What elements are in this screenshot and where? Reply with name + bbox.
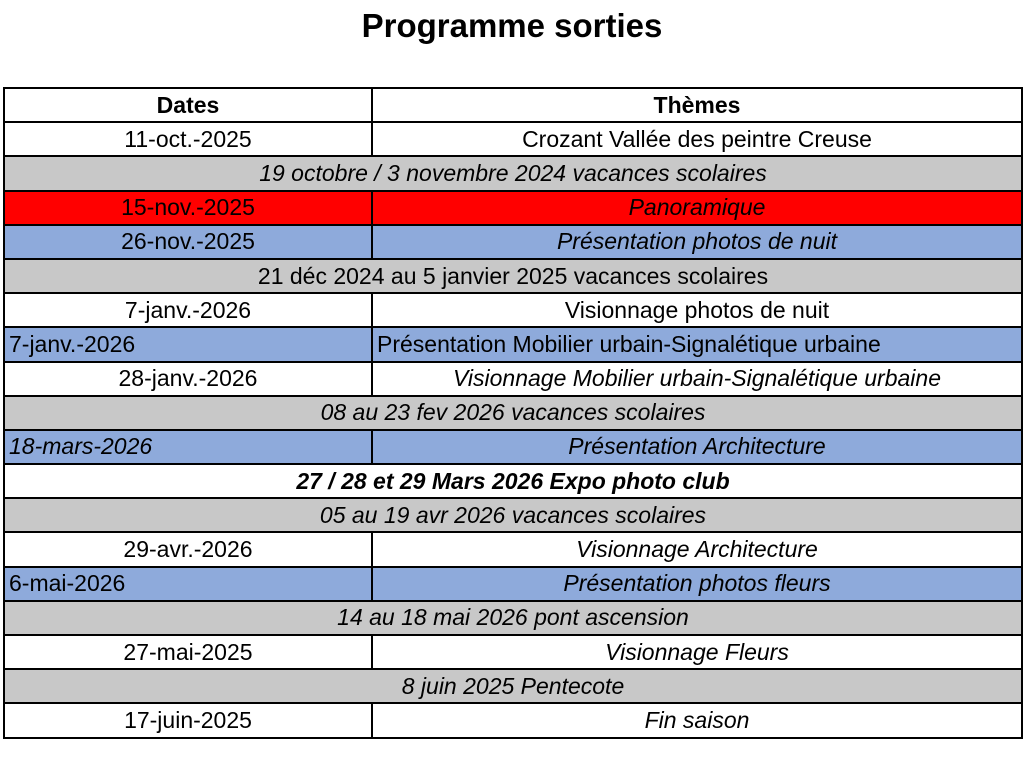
table-row: [4, 362, 1022, 396]
holiday-cell: 08 au 23 fev 2026 vacances scolaires: [4, 396, 1022, 430]
event-row: [4, 464, 1022, 498]
table-row: [4, 122, 1022, 156]
holiday-cell: 14 au 18 mai 2026 pont ascension: [4, 601, 1022, 635]
theme-cell: Visionnage Fleurs: [372, 635, 1022, 669]
theme-cell: Visionnage Mobilier urbain-Signalétique urbaine: [372, 362, 1022, 396]
holiday-row: [4, 156, 1022, 190]
date-cell: 29-avr.-2026: [4, 532, 372, 566]
date-cell: 11-oct.-2025: [4, 122, 372, 156]
holiday-cell: 05 au 19 avr 2026 vacances scolaires: [4, 498, 1022, 532]
holiday-cell: 8 juin 2025 Pentecote: [4, 669, 1022, 703]
table-row: [4, 567, 1022, 601]
column-header-dates: Dates: [4, 88, 372, 122]
date-cell: 7-janv.-2026: [4, 327, 372, 361]
schedule-table: [3, 87, 1023, 739]
date-cell: 26-nov.-2025: [4, 225, 372, 259]
table-row: [4, 532, 1022, 566]
theme-cell: Visionnage photos de nuit: [372, 293, 1022, 327]
holiday-row: [4, 669, 1022, 703]
theme-cell: Visionnage Architecture: [372, 532, 1022, 566]
theme-cell: Présentation Mobilier urbain-Signalétique urbaine: [372, 327, 1022, 361]
holiday-cell: 19 octobre / 3 novembre 2024 vacances scolaires: [4, 156, 1022, 190]
holiday-row: [4, 601, 1022, 635]
table-row: [4, 327, 1022, 361]
date-cell: 6-mai-2026: [4, 567, 372, 601]
theme-cell: Crozant Vallée des peintre Creuse: [372, 122, 1022, 156]
date-cell: 17-juin-2025: [4, 703, 372, 737]
date-cell: 7-janv.-2026: [4, 293, 372, 327]
column-header-themes: Thèmes: [372, 88, 1022, 122]
page-title: Programme sorties: [361, 7, 663, 44]
date-cell: 18-mars-2026: [4, 430, 372, 464]
table-row: [4, 430, 1022, 464]
table-row: [4, 703, 1022, 737]
event-cell: 27 / 28 et 29 Mars 2026 Expo photo club: [4, 464, 1022, 498]
holiday-row: [4, 498, 1022, 532]
holiday-cell: 21 déc 2024 au 5 janvier 2025 vacances scolaires: [4, 259, 1022, 293]
date-cell: 15-nov.-2025: [4, 191, 372, 225]
theme-cell: Fin saison: [372, 703, 1022, 737]
theme-cell: Présentation photos de nuit: [372, 225, 1022, 259]
theme-cell: Panoramique: [372, 191, 1022, 225]
holiday-row: [4, 259, 1022, 293]
holiday-row: [4, 396, 1022, 430]
theme-cell: Présentation photos fleurs: [372, 567, 1022, 601]
table-row: [4, 293, 1022, 327]
date-cell: 27-mai-2025: [4, 635, 372, 669]
theme-cell: Présentation Architecture: [372, 430, 1022, 464]
table-row: [4, 635, 1022, 669]
date-cell: 28-janv.-2026: [4, 362, 372, 396]
table-header-row: [4, 88, 1022, 122]
table-row: [4, 225, 1022, 259]
table-row: [4, 191, 1022, 225]
